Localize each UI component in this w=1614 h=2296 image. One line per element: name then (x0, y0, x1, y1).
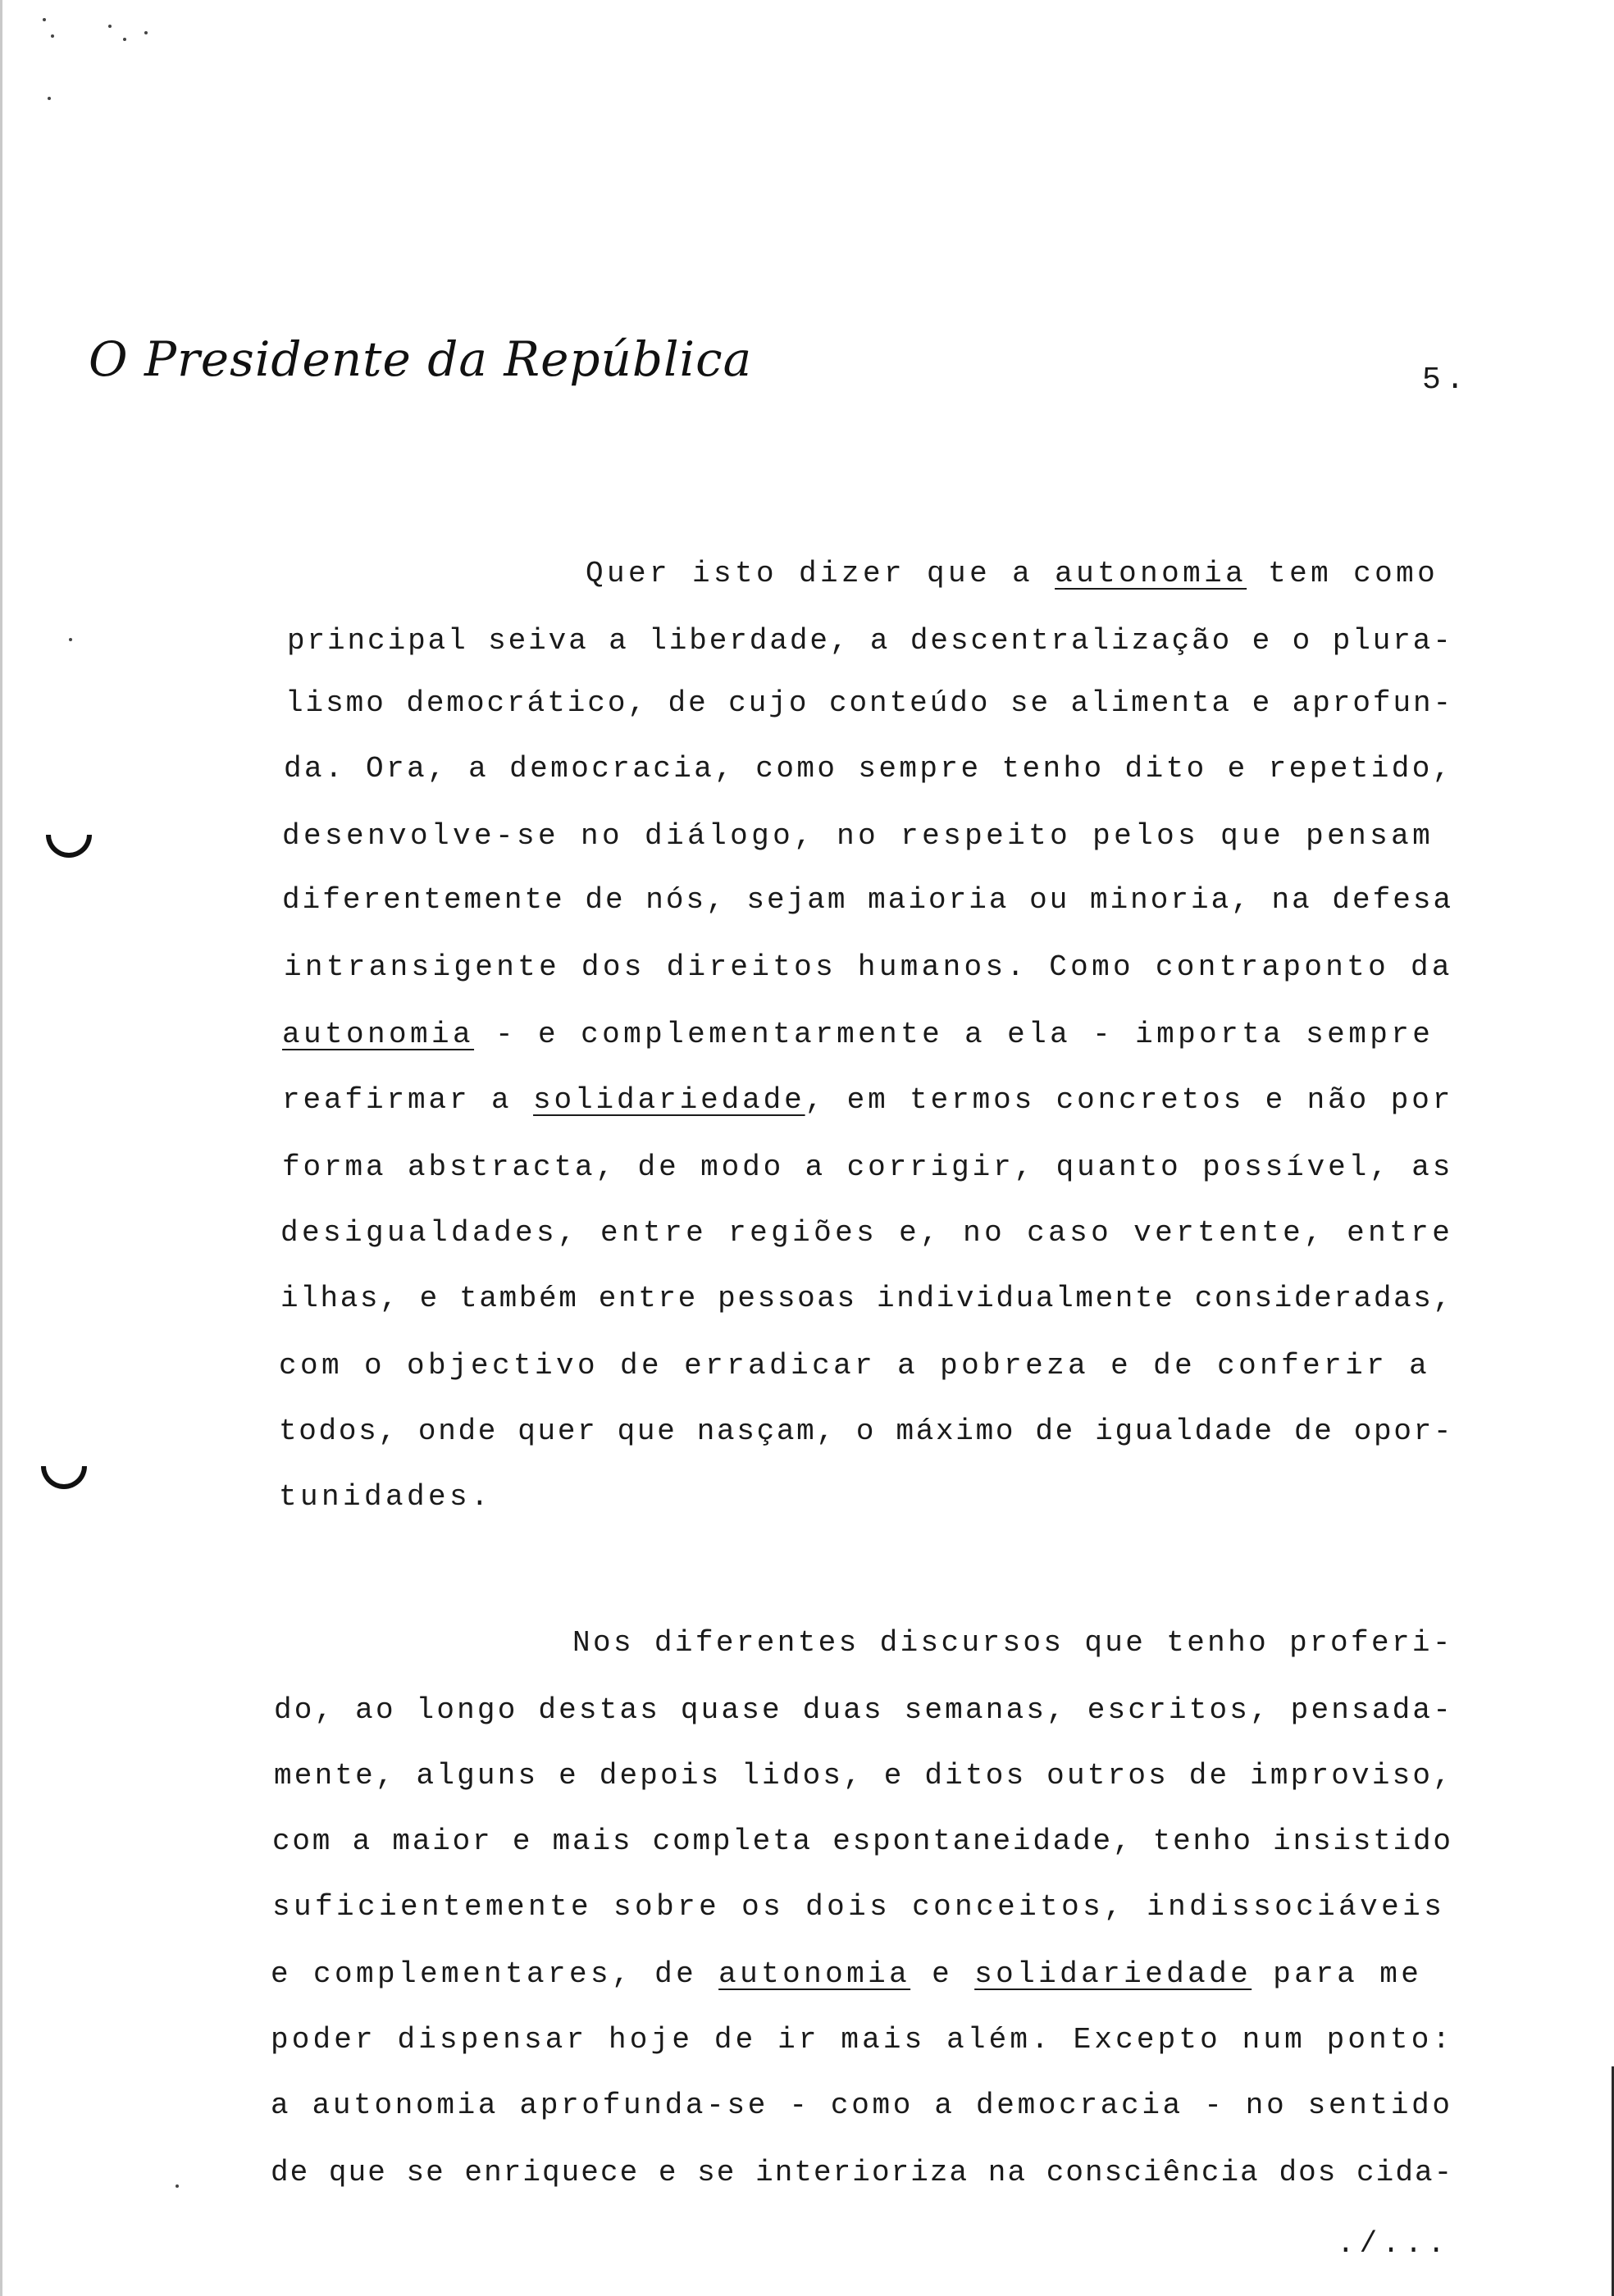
scan-speck (144, 31, 148, 34)
underlined-term: autonomia (718, 1957, 911, 1991)
paragraph-1-line: principal seiva a liberdade, a descentralização e o plura- (287, 624, 1453, 658)
underlined-term: solidariedade (974, 1957, 1252, 1991)
paragraph-1-line: tunidades. (279, 1480, 493, 1514)
underlined-term: solidariedade (533, 1083, 805, 1117)
paragraph-2-line: a autonomia aprofunda-se - como a democracia - no sentido (271, 2089, 1453, 2122)
continuation-mark: ./... (1337, 2227, 1451, 2261)
paragraph-1-line: forma abstracta, de modo a corrigir, quanto possível, as (282, 1150, 1454, 1184)
paragraph-1-line: desigualdades, entre regiões e, no caso vertente, entre (280, 1216, 1454, 1250)
paragraph-2-line: mente, alguns e depois lidos, e ditos outros de improviso, (274, 1759, 1454, 1793)
scan-speck (123, 38, 126, 41)
paragraph-1-line: intransigente dos direitos humanos. Como contraponto da (284, 950, 1453, 984)
paragraph-2-line: e complementares, de autonomia e solidariedade para me (271, 1957, 1423, 1991)
paragraph-1-line: da. Ora, a democracia, como sempre tenho dito e repetido, (284, 752, 1453, 786)
paragraph-1-line: lismo democrático, de cujo conteúdo se alimenta e aprofun- (285, 686, 1454, 720)
paragraph-2-line: Nos diferentes discursos que tenho proferi- (572, 1626, 1453, 1660)
scan-speck (108, 25, 112, 28)
paragraph-1-line: ilhas, e também entre pessoas individualmente consideradas, (280, 1282, 1453, 1315)
underlined-term: autonomia (282, 1018, 475, 1051)
paragraph-2-line: poder dispensar hoje de ir mais além. Excepto num ponto: (271, 2023, 1454, 2057)
paragraph-1-line: todos, onde quer que nasçam, o máximo de igualdade de opor- (279, 1414, 1454, 1448)
scan-speck (48, 97, 51, 100)
paragraph-2-line: com a maior e mais completa espontaneidade, tenho insistido (272, 1824, 1453, 1858)
page-number: 5. (1422, 362, 1470, 398)
scan-speck (43, 18, 46, 21)
paragraph-1-line: com o objectivo de erradicar a pobreza e de conferir a (279, 1349, 1431, 1383)
paragraph-1-line: Quer isto dizer que a autonomia tem como (586, 557, 1439, 590)
paragraph-1-line: autonomia - e complementarmente a ela - importa sempre (282, 1018, 1434, 1051)
paragraph-1-line: reafirmar a solidariedade, em termos concretos e não por (282, 1083, 1454, 1117)
paragraph-1-line: desenvolve-se no diálogo, no respeito pelos que pensam (282, 819, 1434, 853)
paragraph-1-line: diferentemente de nós, sejam maioria ou minoria, na defesa (282, 883, 1454, 917)
underlined-term: autonomia (1055, 557, 1247, 590)
paragraph-2-line: do, ao longo destas quase duas semanas, escritos, pensada- (274, 1693, 1454, 1727)
scan-speck (51, 34, 54, 38)
letterhead-title: O Presidente da República (89, 331, 753, 387)
paragraph-2-line: de que se enriquece e se interioriza na consciência dos cida- (271, 2156, 1454, 2189)
paragraph-2-line: suficientemente sobre os dois conceitos, indissociáveis (272, 1890, 1446, 1924)
